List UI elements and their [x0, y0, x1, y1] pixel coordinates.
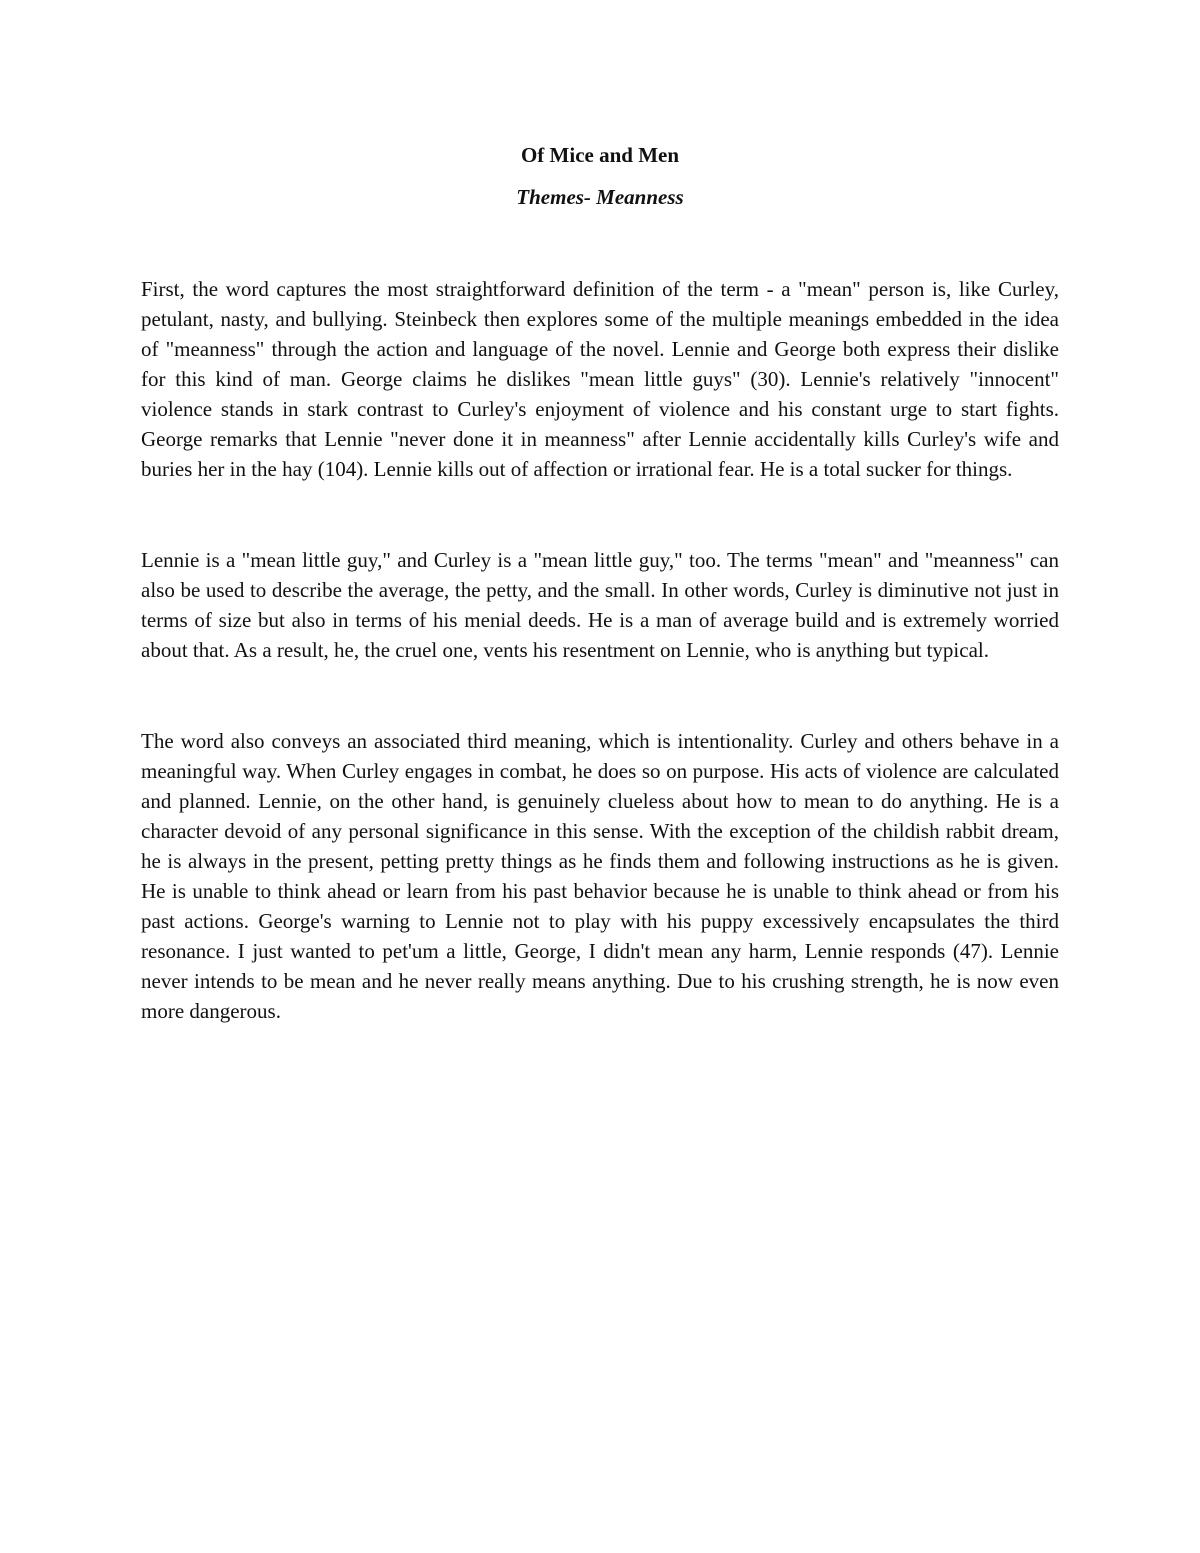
paragraph-1: First, the word captures the most straightforward definition of the term - a "mean" person is, like Curley, petulant, nasty, and bullying. Steinbeck then explores some of the multiple meanings embedded in the idea of "meanness" through the action and language of the novel. Lennie and George both express their dislike for this kind of man. George claims he dislikes "mean little guys" (30). Lennie's relatively "innocent" violence stands in stark contrast to Curley's enjoyment of violence and his constant urge to start fights. George remarks that Lennie "never done it in meanness" after Lennie accidentally kills Curley's wife and buries her in the hay (104). Lennie kills out of affection or irrational fear. He is a total sucker for things.: [141, 277, 1059, 481]
paragraph-3: The word also conveys an associated third meaning, which is intentionality. Curley and others behave in a meaningful way. When Curley engages in combat, he does so on purpose. His acts of violence are calculated and planned. Lennie, on the other hand, is genuinely clueless about how to mean to do anything. He is a character devoid of any personal significance in this sense. With the exception of the childish rabbit dream, he is always in the present, petting pretty things as he finds them and following instructions as he is given. He is unable to think ahead or learn from his past behavior because he is unable to think ahead or from his past actions. George's warning to Lennie not to play with his puppy excessively encapsulates the third resonance. I just wanted to pet'um a little, George, I didn't mean any harm, Lennie responds (47). Lennie never intends to be mean and he never really means anything. Due to his crushing strength, he is now even more dangerous.: [141, 729, 1059, 1023]
paragraph-2: Lennie is a "mean little guy," and Curley is a "mean little guy," too. The terms "mean" and "meanness" can also be used to describe the average, the petty, and the small. In other words, Curley is diminutive not just in terms of size but also in terms of his menial deeds. He is a man of average build and is extremely worried about that. As a result, he, the cruel one, vents his resentment on Lennie, who is anything but typical.: [141, 548, 1059, 662]
document-body: [141, 140, 1059, 1026]
document-subtitle: Themes- Meanness: [516, 185, 684, 209]
document-title: Of Mice and Men: [520, 143, 680, 167]
